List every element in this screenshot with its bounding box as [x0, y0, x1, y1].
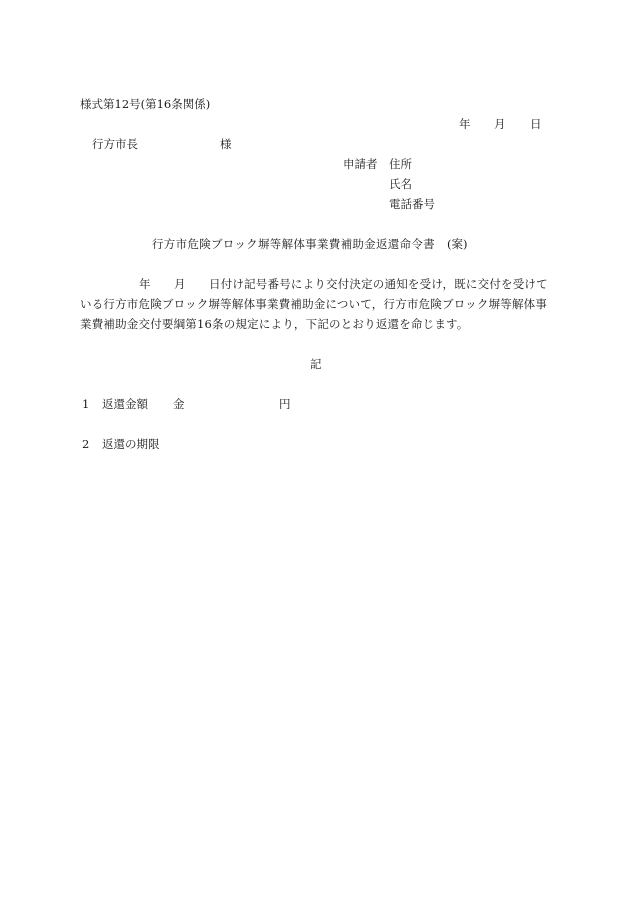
body-line-3: 業費補助金交付要綱第16条の規定により，下記のとおり返還を命じます。 — [80, 317, 469, 331]
applicant-phone-label: 電話番号 — [389, 197, 435, 211]
body-line-2: いる行方市危険ブロック塀等解体事業費補助金について，行方市危険ブロック塀等解体事 — [80, 297, 548, 311]
item-1-unit: 円 — [279, 397, 291, 411]
addressee-honorific: 様 — [220, 137, 232, 151]
body-line-1: 日付け記号番号により交付決定の通知を受け，既に交付を受けて — [209, 277, 548, 291]
item-1-number: 1 — [82, 397, 90, 411]
body-year-label: 年 — [139, 277, 151, 291]
applicant-name-label: 氏名 — [389, 177, 412, 191]
addressee-name: 行方市長 — [92, 137, 138, 151]
date-day-label: 日 — [530, 117, 542, 131]
item-1-prefix: 金 — [173, 397, 185, 411]
item-2-label: 返還の期限 — [102, 437, 160, 451]
applicant-address-label: 住所 — [389, 157, 412, 171]
ki-heading: 記 — [310, 357, 322, 371]
date-month-label: 月 — [494, 117, 506, 131]
form-number: 様式第12号(第16条関係) — [80, 97, 211, 111]
draft-mark: (案) — [447, 237, 468, 251]
applicant-label: 申請者 — [343, 157, 378, 171]
body-month-label: 月 — [174, 277, 186, 291]
item-2-number: 2 — [82, 437, 90, 451]
document-title: 行方市危険ブロック塀等解体事業費補助金返還命令書 — [152, 237, 435, 251]
date-year-label: 年 — [459, 117, 471, 131]
item-1-label: 返還金額 — [102, 397, 148, 411]
